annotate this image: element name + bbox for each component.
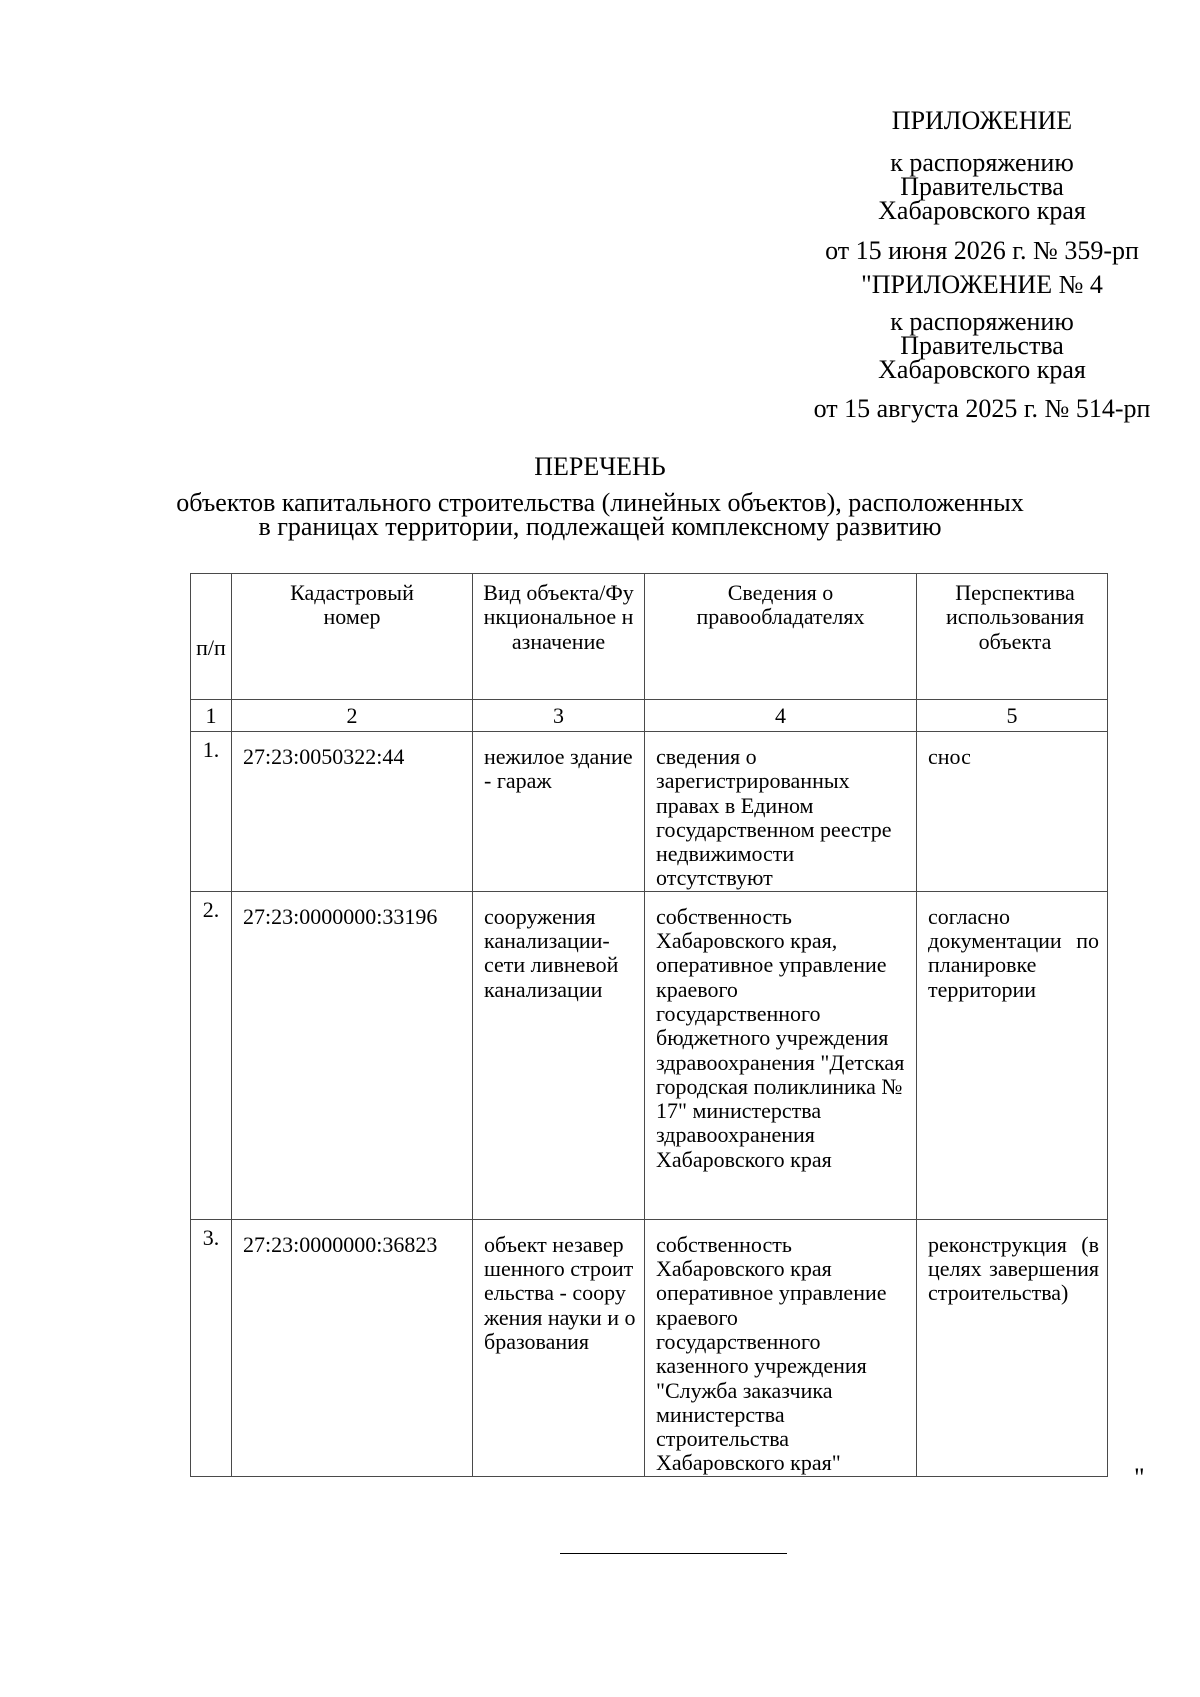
header-cadastral-number: Кадастровый номер — [232, 574, 473, 700]
objects-table — [190, 573, 1108, 1477]
header-object-type: Вид объекта/Функциональное назначение — [473, 574, 645, 700]
table-row — [191, 891, 1108, 1219]
owners-info: собственность Хабаровского края, оперативное управление краевого государственного бюджетного учреждения здравоохранения "Детская городская поликлиника № 17" министерства здравоохранения Хабаровского края — [645, 891, 917, 1219]
closing-rule — [560, 1553, 787, 1554]
table-header-row — [191, 574, 1108, 700]
row-number: 1. — [191, 732, 232, 892]
appendix4-title: "ПРИЛОЖЕНИЕ № 4 — [861, 270, 1103, 299]
usage-prospect: реконструкция (в целях завершения строительства) — [917, 1219, 1108, 1476]
column-number: 2 — [232, 700, 473, 732]
owners-info: собственность Хабаровского края оперативное управление краевого государственного казенного учреждения "Служба заказчика министерства строительства Хабаровского края" — [645, 1219, 917, 1476]
object-type: нежилое здание - гараж — [473, 732, 645, 892]
appendix-title: ПРИЛОЖЕНИЕ — [891, 106, 1073, 135]
usage-prospect: согласно документации по планировке территории — [917, 891, 1108, 1219]
column-number: 1 — [191, 700, 232, 732]
appendix-date: от 15 июня 2026 г. № 359-рп — [825, 236, 1139, 265]
appendix4-ref-line3: Хабаровского края — [878, 355, 1086, 384]
cadastral-number: 27:23:0050322:44 — [232, 732, 473, 892]
usage-prospect: снос — [917, 732, 1108, 892]
closing-quote: " — [1134, 1463, 1145, 1492]
appendix4-date-block — [682, 394, 1200, 424]
document-subtitle-line2: в границах территории, подлежащей комплексному развитию — [258, 512, 942, 541]
header-row-number: п/п — [191, 574, 232, 700]
row-number: 3. — [191, 1219, 232, 1476]
appendix4-header — [682, 270, 1200, 300]
appendix4-ref-line2: Правительства — [900, 331, 1064, 360]
appendix-date-block — [682, 236, 1200, 266]
appendix-header — [682, 106, 1200, 136]
cadastral-number: 27:23:0000000:36823 — [232, 1219, 473, 1476]
appendix-reference — [682, 148, 1200, 225]
appendix4-ref-line1: к распоряжению — [890, 307, 1074, 336]
document-subtitle-line1: объектов капитального строительства (линейных объектов), расположенных — [176, 488, 1024, 517]
column-number: 5 — [917, 700, 1108, 732]
appendix-ref-line2: Правительства — [900, 172, 1064, 201]
cadastral-number: 27:23:0000000:33196 — [232, 891, 473, 1219]
table-row — [191, 1219, 1108, 1476]
header-prospect: Перспектива использования объекта — [917, 574, 1108, 700]
appendix-ref-line1: к распоряжению — [890, 148, 1074, 177]
object-type: сооружения канализации- сети ливневой канализации — [473, 891, 645, 1219]
object-type: объект незавершенного строительства - сооружения науки и образования — [473, 1219, 645, 1476]
document-subtitle — [0, 488, 1200, 541]
appendix4-date: от 15 августа 2025 г. № 514-рп — [813, 394, 1151, 423]
owners-info: сведения о зарегистрированных правах в Едином государственном реестре недвижимости отсутствуют — [645, 732, 917, 892]
column-numbers-row — [191, 700, 1108, 732]
header-owners: Сведения о правообладателях — [645, 574, 917, 700]
column-number: 3 — [473, 700, 645, 732]
row-number: 2. — [191, 891, 232, 1219]
appendix-ref-line3: Хабаровского края — [878, 196, 1086, 225]
table-row — [191, 732, 1108, 892]
appendix4-reference — [682, 307, 1200, 384]
column-number: 4 — [645, 700, 917, 732]
document-title: ПЕРЕЧЕНЬ — [534, 452, 666, 481]
